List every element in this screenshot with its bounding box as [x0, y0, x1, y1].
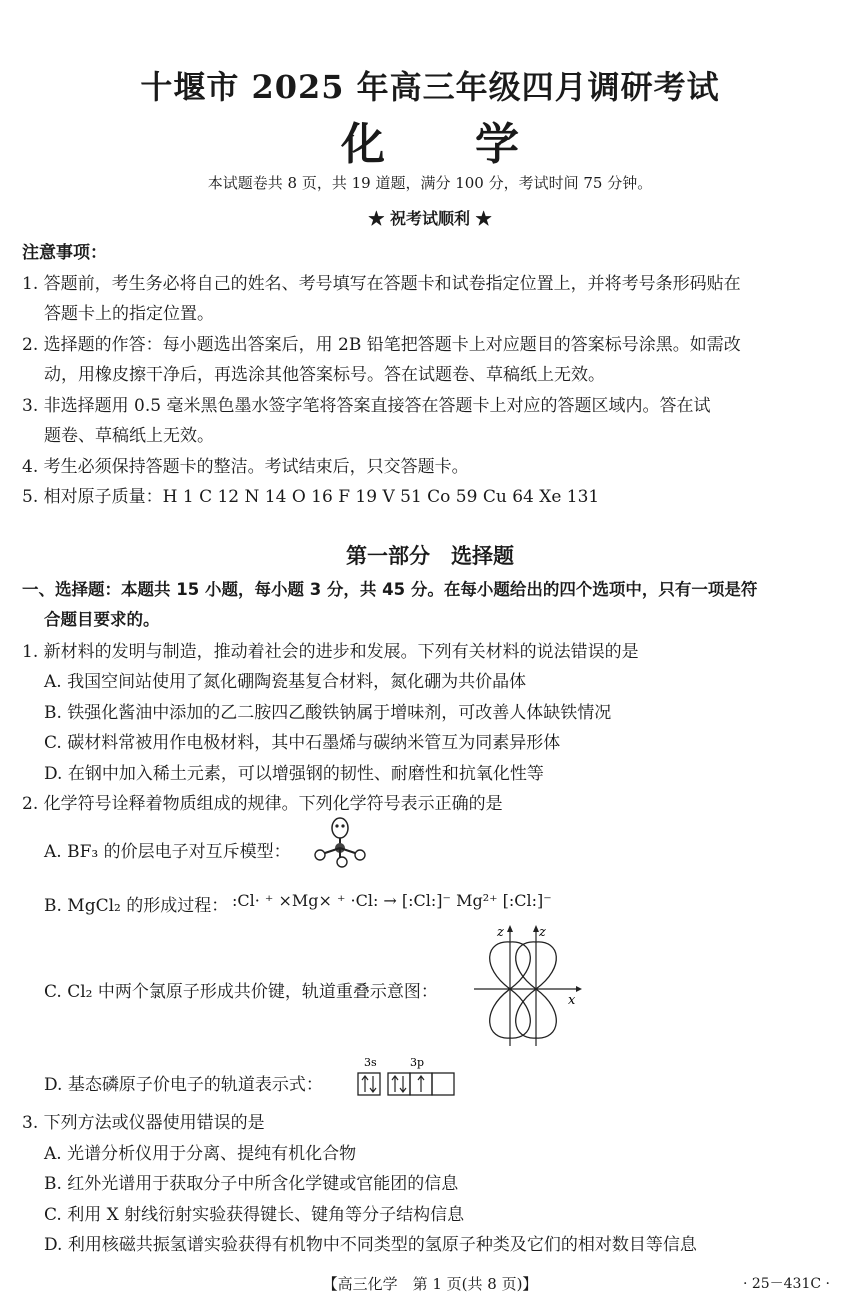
orbital-diagram — [354, 1054, 462, 1100]
axis-label-z: z — [539, 925, 546, 940]
section-title: 第一部分 选择题 — [346, 544, 514, 568]
axis-label-z: z — [497, 925, 504, 940]
vsepr-model-diagram — [310, 816, 370, 868]
axis-label-x: x — [568, 993, 576, 1008]
q3-option-c: C. 利用 X 射线衍射实验获得键长、键角等分子结构信息 — [44, 1205, 465, 1225]
section-intro: 合题目要求的。 — [44, 610, 160, 629]
q1-option-b: B. 铁强化酱油中添加的乙二胺四乙酸铁钠属于增味剂，可改善人体缺铁情况 — [44, 703, 612, 723]
q3-option-d: D. 利用核磁共振氢谱实验获得有机物中不同类型的氢原子种类及它们的相对数目等信息 — [44, 1235, 697, 1255]
section-intro: 一、选择题：本题共 15 小题，每小题 3 分，共 45 分。在每小题给出的四个选项中，只有一项是符 — [22, 580, 758, 599]
orbital-label-3s: 3s — [364, 1056, 377, 1069]
q2-option-a: A. BF₃ 的价层电子对互斥模型： — [44, 842, 291, 862]
note-line: 2. 选择题的作答：每小题选出答案后，用 2B 铅笔把答题卡上对应题目的答案标号涂黑。如需改 — [22, 335, 741, 355]
q3-option-a: A. 光谱分析仪用于分离、提纯有机化合物 — [44, 1144, 357, 1164]
exam-title: 十堰市 2025 年高三年级四月调研考试 — [140, 68, 720, 106]
note-line: 1. 答题前，考生务必将自己的姓名、考号填写在答题卡和试卷指定位置上，并将考号条形码贴在 — [22, 274, 741, 294]
exam-info: 本试题卷共 8 页，共 19 道题，满分 100 分，考试时间 75 分钟。 — [207, 174, 653, 192]
q2-option-d: D. 基态磷原子价电子的轨道表示式： — [44, 1075, 323, 1095]
note-line: 5. 相对原子质量：H 1 C 12 N 14 O 16 F 19 V 51 Co 59 Cu 64 Xe 131 — [22, 487, 600, 507]
q1-stem: 1. 新材料的发明与制造，推动着社会的进步和发展。下列有关材料的说法错误的是 — [22, 642, 639, 662]
notes-heading: 注意事项： — [22, 243, 107, 263]
mgcl2-formation-formula: :Cl· ⁺ ×Mg× ⁺ ·Cl: → [:Cl:]⁻ Mg²⁺ [:Cl:]⁻ — [232, 891, 552, 910]
q2-option-b: B. MgCl₂ 的形成过程： — [44, 896, 229, 916]
q1-option-d: D. 在钢中加入稀土元素，可以增强钢的韧性、耐磨性和抗氧化性等 — [44, 764, 544, 784]
q1-option-c: C. 碳材料常被用作电极材料，其中石墨烯与碳纳米管互为同素异形体 — [44, 733, 561, 753]
exam-code: · 25－431C · — [742, 1276, 830, 1292]
note-line: 3. 非选择题用 0.5 毫米黑色墨水签字笔将答案直接答在答题卡上对应的答题区域内。答在试 — [22, 396, 711, 416]
note-line: 动，用橡皮擦干净后，再选涂其他答案标号。答在试题卷、草稿纸上无效。 — [44, 365, 605, 385]
page-footer: 【高三化学 第 1 页(共 8 页)】 — [322, 1275, 538, 1293]
q2-option-c: C. Cl₂ 中两个氯原子形成共价键，轨道重叠示意图： — [44, 982, 438, 1002]
q3-option-b: B. 红外光谱用于获取分子中所含化学键或官能团的信息 — [44, 1174, 459, 1194]
orbital-overlap-diagram — [470, 922, 585, 1052]
note-line: 4. 考生必须保持答题卡的整洁。考试结束后，只交答题卡。 — [22, 457, 469, 477]
q3-stem: 3. 下列方法或仪器使用错误的是 — [22, 1113, 265, 1133]
subject-title: 化学 — [341, 119, 609, 170]
note-line: 答题卡上的指定位置。 — [44, 304, 214, 324]
note-line: 题卷、草稿纸上无效。 — [44, 426, 214, 446]
orbital-label-3p: 3p — [410, 1056, 425, 1069]
q2-stem: 2. 化学符号诠释着物质组成的规律。下列化学符号表示正确的是 — [22, 794, 503, 814]
good-luck-banner: ★ 祝考试顺利 ★ — [368, 209, 492, 228]
q1-option-a: A. 我国空间站使用了氮化硼陶瓷基复合材料，氮化硼为共价晶体 — [44, 672, 527, 692]
